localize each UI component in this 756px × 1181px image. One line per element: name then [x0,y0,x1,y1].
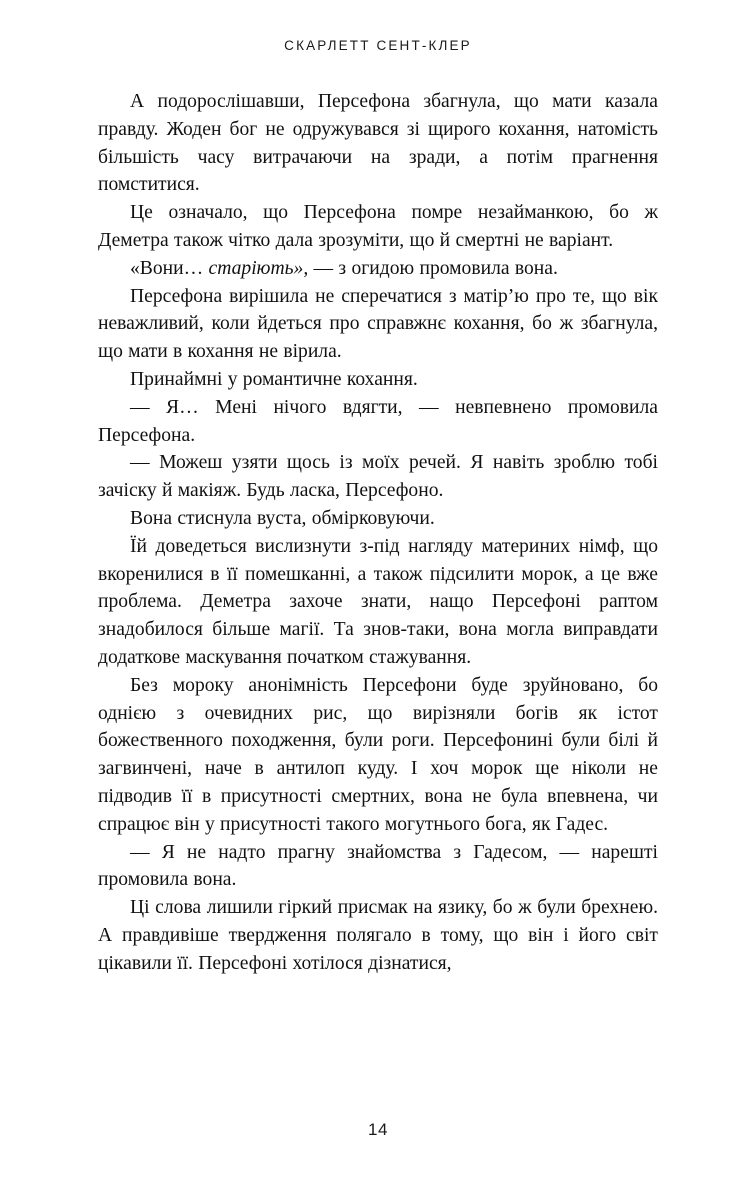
body-text-column [98,88,658,978]
running-head: СКАРЛЕТТ СЕНТ-КЛЕР [284,38,472,53]
paragraph-dialogue: — Можеш узяти щось із моїх речей. Я навіть зроблю тобі зачіску й макіяж. Будь ласка, Персефоно. [98,452,658,502]
paragraph-dialogue: — Я… Мені нічого вдягти, — невпевнено промовила Персефона. [98,396,658,446]
paragraph: Вона стиснула вуста, обмірковуючи. [130,507,435,529]
paragraph: Персефона вирішила не сперечатися з матір’ю про те, що вік неважливий, коли йдеться про справжнє кохання, бо ж збагнула, що мати в кохання не вірила. [98,285,658,363]
paragraph-dialogue [98,255,658,283]
paragraph: Ці слова лишили гіркий присмак на язику, бо ж були брехнею. А правдивіше твердження полягало в тому, що він і його світ цікавили її. Персефоні хотілося дізнатися, [98,897,658,974]
paragraph: Це означало, що Персефона помре незайманкою, бо ж Деметра також чітко дала зрозуміти, що й смертні не варіант. [98,202,658,251]
paragraph: А подорослішавши, Персефона збагнула, що мати казала правду. Жоден бог не одружувався зі щирого кохання, натомість більшість часу витрачаючи на зради, а потім прагнення помститися. [98,91,658,196]
dialogue-lead: «Вони… [130,257,209,279]
paragraph-dialogue: — Я не надто прагну знайомства з Гадесом, — нарешті промовила вона. [98,841,658,891]
dialogue-tail: — з огидою промовила вона. [308,257,558,279]
paragraph: Без мороку анонімність Персефони буде зруйновано, бо однією з очевидних рис, що вирізняли богів як істот божественного походження, були роги. Персефонині були білі й загвинчені, наче в антилоп куду. І хоч морок ще ніколи не підводив її в присутності смертних, вона не була впевнена, чи спрацює він у присутності такого могутнього бога, як Гадес. [98,674,658,835]
paragraph: Принаймні у романтичне кохання. [130,368,418,390]
dialogue-emphasis: старіють», [208,257,309,279]
page-number: 14 [368,1120,388,1139]
paragraph: Їй доведеться вислизнути з-під нагляду материних німф, що вкоренилися в її помешканні, а також підсилити морок, а це вже проблема. Деметра захоче знати, нащо Персефоні раптом знадобилося більше магії. Та знов-таки, вона могла виправдати додаткове маскування початком стажування. [98,535,658,668]
